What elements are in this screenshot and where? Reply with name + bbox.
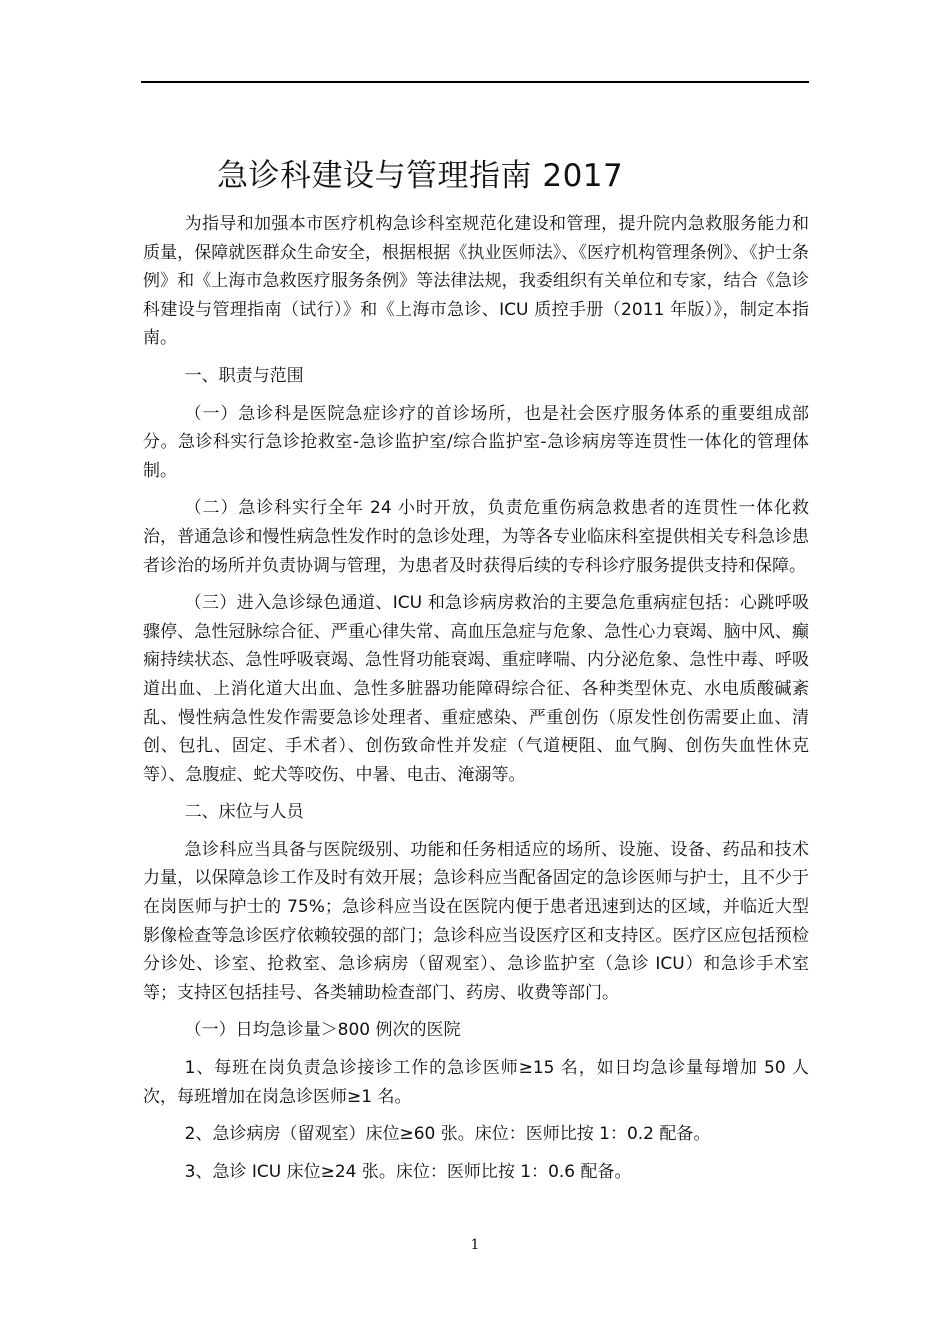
intro-paragraph: 为指导和加强本市医疗机构急诊科室规范化建设和管理，提升院内急救服务能力和质量，保障就医群众生命安全，根据根据《执业医师法》、《医疗机构管理条例》、《护士条例》和《上海市急救医疗服务条例》等法律法规，我委组织有关单位和专家，结合《急诊科建设与管理指南（试行）》和《上海市急诊、ICU 质控手册（2011 年版）》，制定本指南。 — [143, 214, 809, 349]
document-body — [143, 210, 809, 1195]
high-volume-point-2: 2、急诊病房（留观室）床位≥60 张。床位：医师比按 1：0.2 配备。 — [184, 1124, 711, 1145]
high-volume-point-1: 1、每班在岗负责急诊接诊工作的急诊医师≥15 名，如日均急诊量每增加 50 人次，每班增加在岗急诊医师≥1 名。 — [143, 1058, 809, 1107]
beds-staff-intro: 急诊科应当具备与医院级别、功能和任务相适应的场所、设施、设备、药品和技术力量，以保障急诊工作及时有效开展；急诊科应当配备固定的急诊医师与护士，且不少于在岗医师与护士的 75%；急诊科应当设在医院内便于患者迅速到达的区域，并临近大型影像检查等急诊医疗依赖较强的部门；急诊科应当设医疗区和支持区。医疗区应包括预检分诊处、诊室、抢救室、急诊病房（留观室）、急诊监护室（急诊 ICU）和急诊手术室等；支持区包括挂号、各类辅助检查部门、药房、收费等部门。 — [143, 839, 809, 1003]
duties-item-1: （一）急诊科是医院急症诊疗的首诊场所，也是社会医疗服务体系的重要组成部分。急诊科实行急诊抢救室-急诊监护室/综合监护室-急诊病房等连贯性一体化的管理体制。 — [143, 403, 809, 481]
header-rule — [141, 81, 809, 83]
high-volume-point-3: 3、急诊 ICU 床位≥24 张。床位：医师比按 1：0.6 配备。 — [184, 1161, 632, 1182]
subsection-heading-high-volume: （一）日均急诊量＞800 例次的医院 — [184, 1020, 461, 1041]
page-number: 1 — [470, 1237, 480, 1253]
duties-item-2: （二）急诊科实行全年 24 小时开放，负责危重伤病急救患者的连贯性一体化救治，普通急诊和慢性病急性发作时的急诊处理，为等各专业临床科室提供相关专科急诊患者诊治的场所并负责协调与管理，为患者及时获得后续的专科诊疗服务提供支持和保障。 — [143, 498, 809, 576]
section-heading-duties: 一、职责与范围 — [184, 365, 304, 386]
duties-item-3: （三）进入急诊绿色通道、ICU 和急诊病房救治的主要急危重病症包括：心跳呼吸骤停、急性冠脉综合征、严重心律失常、高血压急症与危象、急性心力衰竭、脑中风、癫痫持续状态、急性呼吸衰竭、急性肾功能衰竭、重症哮喘、内分泌危象、急性中毒、呼吸道出血、上消化道大出血、急性多脏器功能障碍综合征、各种类型休克、水电质酸碱紊乱、慢性病急性发作需要急诊处理者、重症感染、严重创伤（原发性创伤需要止血、清创、包扎、固定、手术者）、创伤致命性并发症（气道梗阻、血气胸、创伤失血性休克等）、急腹症、蛇犬等咬伤、中暑、电击、淹溺等。 — [143, 593, 809, 785]
section-heading-beds-staff: 二、床位与人员 — [184, 802, 304, 823]
document-title: 急诊科建设与管理指南 2017 — [217, 158, 624, 194]
